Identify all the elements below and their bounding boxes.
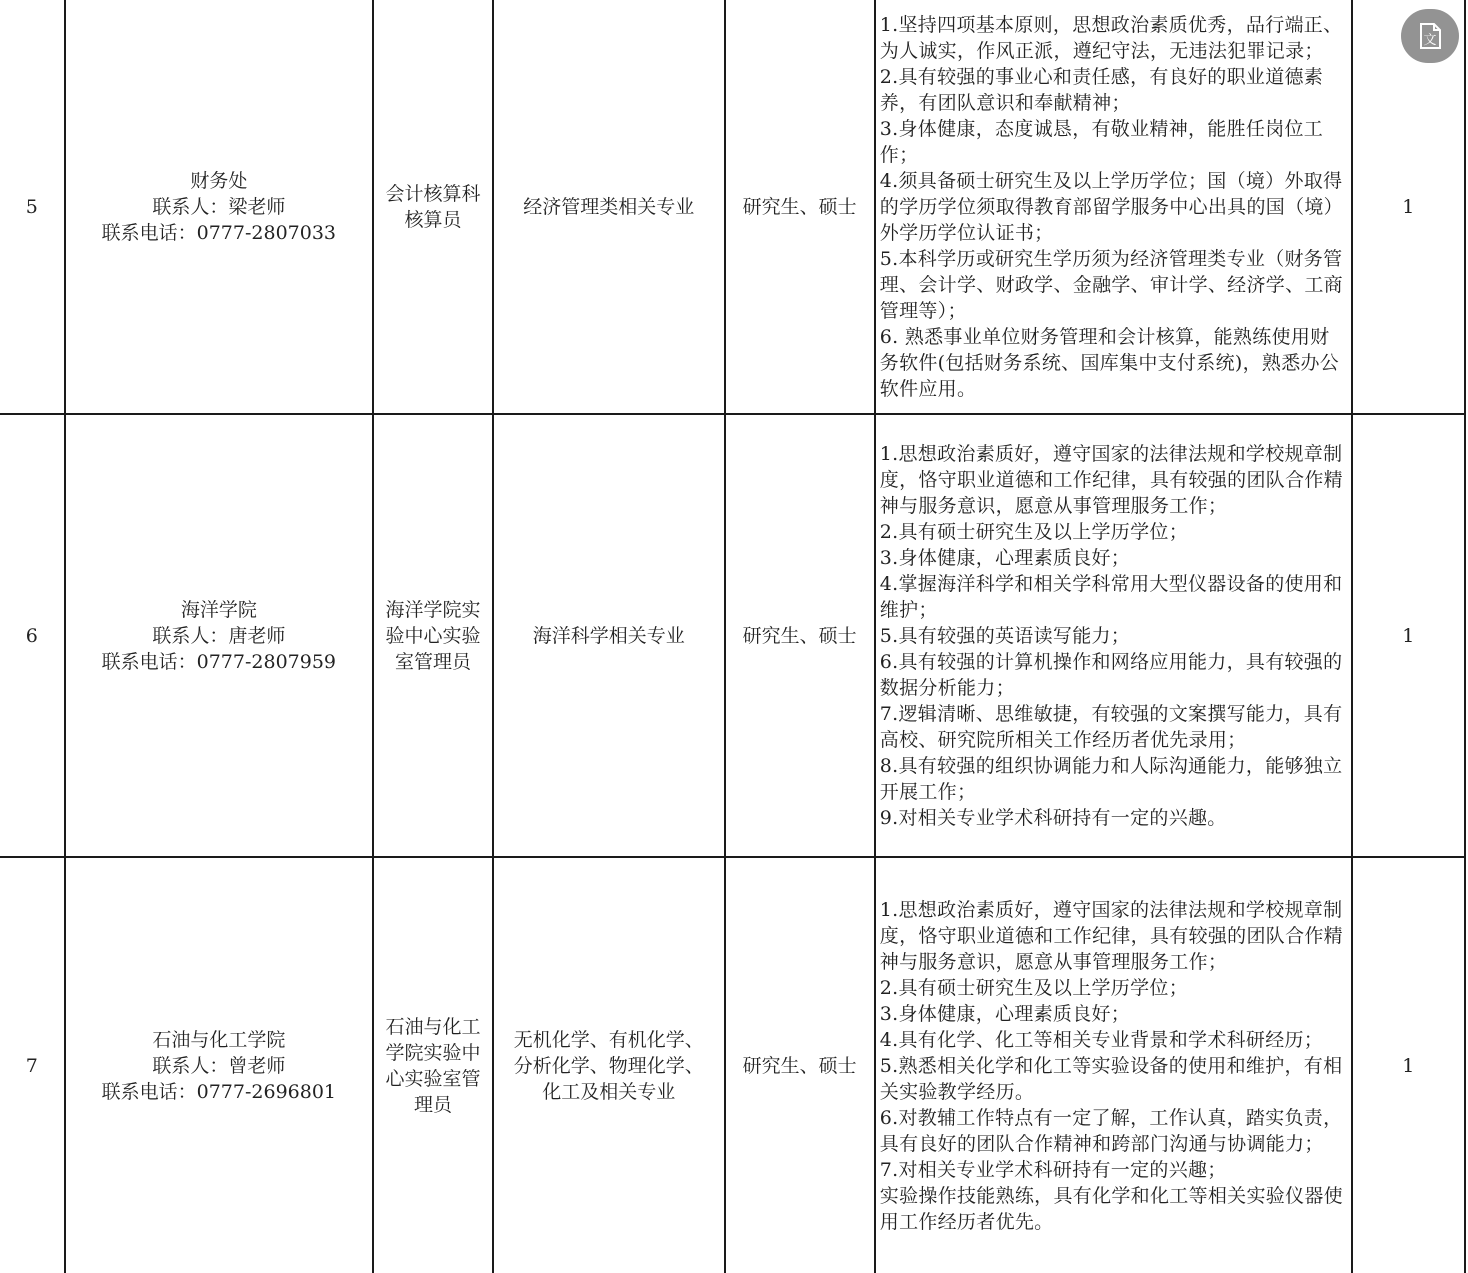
education-cell: 研究生、硕士 <box>725 857 875 1273</box>
requirement-item: 9.对相关专业学术科研持有一定的兴趣。 <box>879 806 1227 829</box>
position-line: 会计核算科 <box>385 182 481 205</box>
requirements-cell <box>875 414 1352 857</box>
requirement-item: 6.具有较强的计算机操作和网络应用能力，具有较强的数据分析能力； <box>879 650 1343 699</box>
requirement-item: 7.逻辑清晰、思维敏捷，有较强的文案撰写能力，具有高校、研究院所相关工作经历者优先录用； <box>879 702 1343 751</box>
requirement-item: 4.具有化学、化工等相关专业背景和学术科研经历； <box>879 1028 1324 1051</box>
position-line: 石油与化工 <box>385 1015 481 1038</box>
requirement-item: 1.思想政治素质好，遵守国家的法律法规和学校规章制度，恪守职业道德和工作纪律，具有较强的团队合作精神与服务意识，愿意从事管理服务工作； <box>879 898 1343 973</box>
major-line: 经济管理类相关专业 <box>523 195 695 218</box>
department-line: 联系人：唐老师 <box>152 624 286 647</box>
requirement-item: 3.身体健康，态度诚恳，有敬业精神，能胜任岗位工作； <box>879 117 1324 166</box>
requirement-item: 5.本科学历或研究生学历须为经济管理类专业（财务管理、会计学、财政学、金融学、审计学、经济学、工商管理等）； <box>879 247 1343 322</box>
translate-button[interactable] <box>1401 9 1459 63</box>
row-index-cell: 5 <box>0 0 65 414</box>
major-cell <box>493 0 725 414</box>
requirement-item: 4.掌握海洋科学和相关学科常用大型仪器设备的使用和维护； <box>879 572 1343 621</box>
requirements-cell <box>875 0 1352 414</box>
table-row <box>0 414 1465 857</box>
requirement-item: 2.具有较强的事业心和责任感，有良好的职业道德素养，有团队意识和奉献精神； <box>879 65 1324 114</box>
requirement-item: 1.坚持四项基本原则，思想政治素质优秀，品行端正、为人诚实，作风正派，遵纪守法，无违法犯罪记录； <box>879 13 1343 62</box>
requirement-item: 4.须具备硕士研究生及以上学历学位；国（境）外取得的学历学位须取得教育部留学服务中心出具的国（境）外学历学位认证书； <box>879 169 1343 244</box>
major-line: 海洋科学相关专业 <box>532 624 685 647</box>
row-index-cell: 6 <box>0 414 65 857</box>
major-line: 无机化学、有机化学、 <box>513 1028 704 1051</box>
requirement-item: 5.具有较强的英语读写能力； <box>879 624 1131 647</box>
headcount-cell: 1 <box>1352 414 1465 857</box>
table-row <box>0 857 1465 1273</box>
position-line: 心实验室管 <box>385 1067 481 1090</box>
department-line: 联系电话：0777-2696801 <box>101 1080 337 1103</box>
major-cell <box>493 414 725 857</box>
requirement-item: 5.熟悉相关化学和化工等实验设备的使用和维护，有相关实验教学经历。 <box>879 1054 1343 1103</box>
department-line: 联系电话：0777-2807033 <box>101 221 337 244</box>
position-cell <box>373 414 493 857</box>
requirement-item: 1.思想政治素质好，遵守国家的法律法规和学校规章制度，恪守职业道德和工作纪律，具有较强的团队合作精神与服务意识，愿意从事管理服务工作； <box>879 442 1343 517</box>
position-line: 理员 <box>413 1093 452 1116</box>
major-cell <box>493 857 725 1273</box>
department-line: 联系电话：0777-2807959 <box>101 650 337 673</box>
position-cell <box>373 857 493 1273</box>
education-cell: 研究生、硕士 <box>725 0 875 414</box>
requirement-item: 2.具有硕士研究生及以上学历学位； <box>879 976 1188 999</box>
department-cell <box>65 414 373 857</box>
department-line: 海洋学院 <box>180 598 257 621</box>
requirement-item: 3.身体健康，心理素质良好； <box>879 546 1131 569</box>
row-index-cell: 7 <box>0 857 65 1273</box>
headcount-cell: 1 <box>1352 0 1465 414</box>
requirement-item: 6. 熟悉事业单位财务管理和会计核算，能熟练使用财务软件(包括财务系统、国库集中支付系统)，熟悉办公软件应用。 <box>879 325 1340 400</box>
requirement-item: 6.对教辅工作特点有一定了解，工作认真，踏实负责，具有良好的团队合作精神和跨部门沟通与协调能力； <box>879 1106 1343 1155</box>
requirement-item: 8.具有较强的组织协调能力和人际沟通能力，能够独立开展工作； <box>879 754 1343 803</box>
department-line: 联系人：曾老师 <box>152 1054 286 1077</box>
position-line: 学院实验中 <box>385 1041 481 1064</box>
table-row <box>0 0 1465 414</box>
requirement-item: 7.对相关专业学术科研持有一定的兴趣； <box>879 1158 1227 1181</box>
headcount-cell: 1 <box>1352 857 1465 1273</box>
department-cell <box>65 0 373 414</box>
department-line: 财务处 <box>190 169 248 192</box>
position-line: 验中心实验 <box>385 624 481 647</box>
translate-glyph: 文 <box>1423 33 1437 48</box>
position-line: 海洋学院实 <box>385 598 481 621</box>
position-line: 室管理员 <box>394 650 471 673</box>
requirement-item: 3.身体健康，心理素质良好； <box>879 1002 1131 1025</box>
major-line: 化工及相关专业 <box>542 1080 676 1103</box>
requirement-item: 实验操作技能熟练，具有化学和化工等相关实验仪器使用工作经历者优先。 <box>879 1184 1343 1233</box>
major-line: 分析化学、物理化学、 <box>513 1054 704 1077</box>
position-cell <box>373 0 493 414</box>
department-line: 联系人：梁老师 <box>152 195 286 218</box>
requirement-item: 2.具有硕士研究生及以上学历学位； <box>879 520 1188 543</box>
department-cell <box>65 857 373 1273</box>
position-line: 核算员 <box>404 208 462 231</box>
education-cell: 研究生、硕士 <box>725 414 875 857</box>
translate-document-icon <box>1415 21 1445 51</box>
requirements-cell <box>875 857 1352 1273</box>
department-line: 石油与化工学院 <box>152 1028 286 1051</box>
